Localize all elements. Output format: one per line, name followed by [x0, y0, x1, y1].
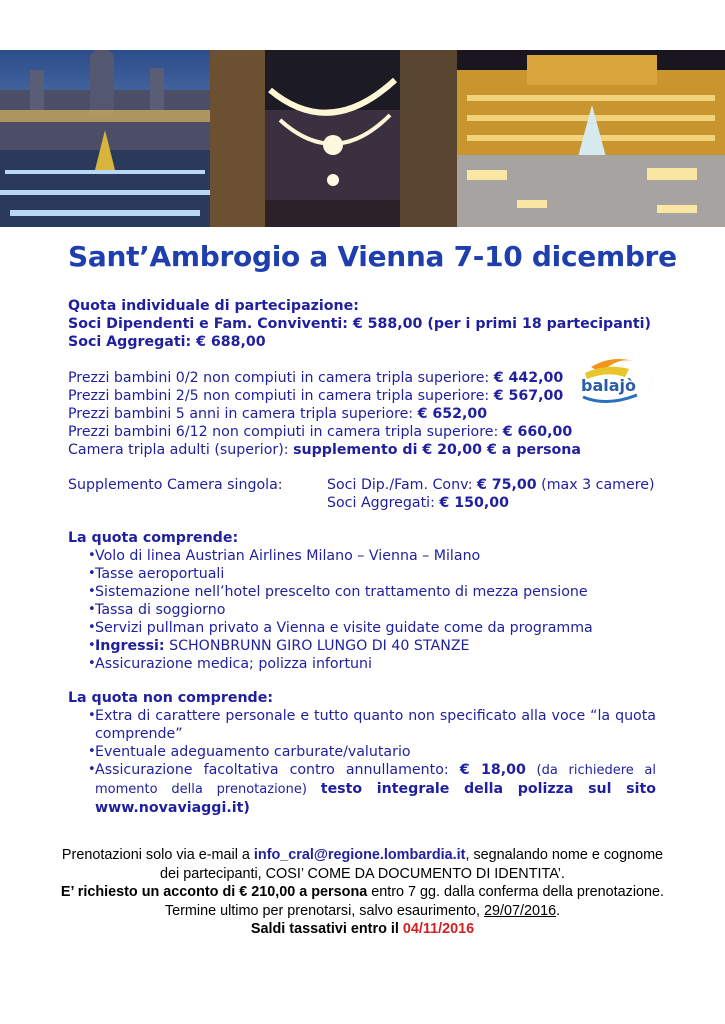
single-dip-price: € 75,00 [476, 477, 537, 493]
price-dipendenti: Soci Dipendenti e Fam. Conviventi: € 588,00 (per i primi 18 partecipanti) [68, 316, 652, 332]
triple-adult-value: supplemento di € 20,00 € a persona [293, 442, 581, 458]
logo-text: balajò [581, 376, 637, 395]
booking-info [60, 846, 665, 939]
list-item: • Extra di carattere personale e tutto quanto non specificato alla voce “la quota comprende” [68, 707, 656, 743]
deadline-date: 29/07/2016 [484, 902, 557, 919]
booking-email-line [60, 846, 665, 883]
deposit-terms: entro 7 gg. dalla conferma della prenotazione. [367, 884, 665, 900]
includes-list [68, 547, 658, 673]
balance-label: Saldi tassativi entro il [250, 921, 403, 937]
children-price-2-5 [68, 387, 563, 405]
balance-line [60, 920, 665, 939]
list-item: • Assicurazione medica; polizza infortuni [68, 655, 658, 673]
page-title: Sant’Ambrogio a Vienna 7-10 dicembre [68, 240, 677, 273]
balance-date: 04/11/2016 [402, 921, 475, 937]
deadline-period: . [556, 902, 561, 919]
list-item [68, 761, 656, 817]
single-agg-label: Soci Aggregati: [327, 495, 440, 511]
triple-adult-supplement [68, 441, 581, 459]
price-header: Quota individuale di partecipazione: [68, 298, 359, 314]
list-item: • Eventuale adeguamento carburate/valutario [68, 743, 656, 761]
photo-street-lights [210, 50, 457, 227]
children-price-5 [68, 405, 487, 423]
children-price-value: € 652,00 [417, 406, 488, 422]
children-price-value: € 442,00 [493, 370, 564, 386]
deposit-amount: E’ richiesto un acconto di € 210,00 a persona [60, 884, 368, 900]
children-price-value: € 567,00 [493, 388, 564, 404]
list-item: • Tasse aeroportuali [68, 565, 658, 583]
header-banner [0, 50, 725, 227]
single-agg-price: € 150,00 [439, 495, 509, 511]
single-room-label: Supplemento Camera singola: [68, 477, 283, 493]
children-price-6-12 [68, 423, 572, 441]
single-dip-label: Soci Dip./Fam. Conv: [327, 477, 477, 493]
list-item [68, 637, 658, 655]
excludes-list [68, 707, 656, 817]
single-room-values [327, 476, 655, 512]
includes-section [68, 529, 658, 673]
photo-schonbrunn [457, 50, 725, 227]
ingressi-text: SCHONBRUNN GIRO LUNGO DI 40 STANZE [164, 638, 470, 654]
deposit-line [60, 883, 665, 902]
list-item: • Volo di linea Austrian Airlines Milano – Vienna – Milano [68, 547, 658, 565]
triple-adult-label: Camera tripla adulti (superior): [68, 442, 294, 458]
excludes-section [68, 689, 656, 817]
excludes-header: La quota non comprende: [68, 690, 274, 706]
children-price-value: € 660,00 [502, 424, 573, 440]
single-dip-note: (max 3 camere) [536, 477, 655, 493]
single-dip-line [327, 476, 655, 494]
children-price-label: Prezzi bambini 0/2 non compiuti in camera tripla superiore: [68, 370, 494, 386]
children-price-label: Prezzi bambini 2/5 non compiuti in camera tripla superiore: [68, 388, 494, 404]
insurance-policy-link[interactable]: testo integrale della polizza sul sito www.novaviaggi.it) [95, 781, 656, 816]
deadline-line [60, 902, 665, 921]
insurance-label: Assicurazione facoltativa contro annullamento: [95, 762, 460, 778]
price-aggregati: Soci Aggregati: € 688,00 [68, 334, 266, 350]
ingressi-label: Ingressi: [95, 638, 165, 654]
insurance-price: € 18,00 [459, 762, 526, 778]
booking-email-note: , segnalando nome e cognome dei partecipanti, COSI’ COME DA DOCUMENTO DI IDENTITA’. [160, 847, 664, 882]
children-price-label: Prezzi bambini 6/12 non compiuti in camera tripla superiore: [68, 424, 503, 440]
insurance-note: (da richiedere al momento della prenotazione) [95, 763, 657, 797]
list-item: • Servizi pullman privato a Vienna e visite guidate come da programma [68, 619, 658, 637]
deadline-label: Termine ultimo per prenotarsi, salvo esaurimento, [164, 902, 485, 919]
includes-header: La quota comprende: [68, 530, 239, 546]
children-price-0-2 [68, 369, 563, 387]
list-item: • Sistemazione nell’hotel prescelto con trattamento di mezza pensione [68, 583, 658, 601]
single-agg-line [327, 494, 655, 512]
booking-email-link[interactable]: info_cral@regione.lombardia.it [253, 847, 466, 863]
children-price-label: Prezzi bambini 5 anni in camera tripla superiore: [68, 406, 418, 422]
photo-city-hall-market [0, 50, 210, 227]
list-item: • Tassa di soggiorno [68, 601, 658, 619]
balajo-logo [577, 349, 659, 409]
booking-email-label: Prenotazioni solo via e-mail a [61, 847, 254, 863]
